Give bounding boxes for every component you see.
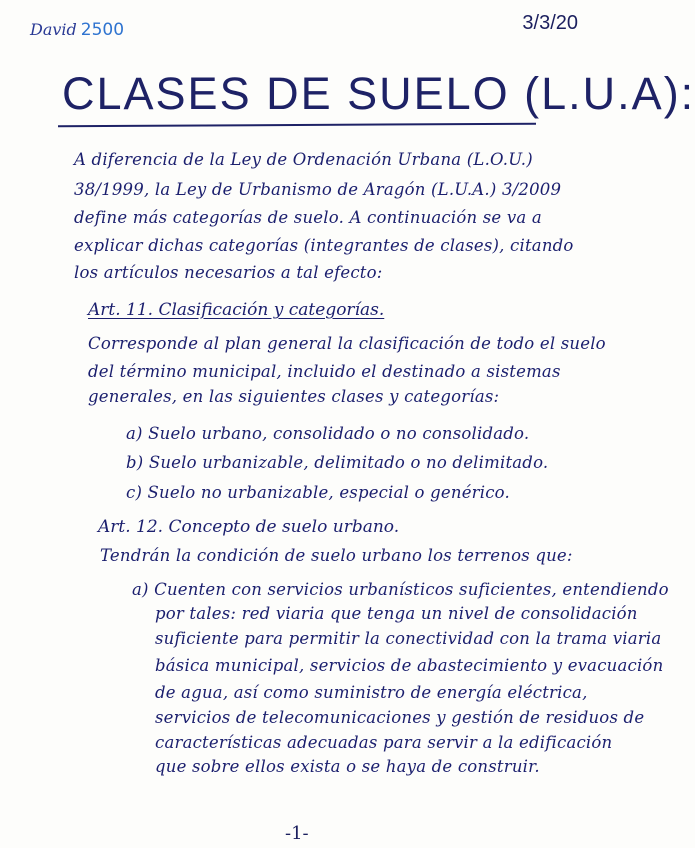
- article-11-item-c: c) Suelo no urbanizable, especial o genérico.: [126, 483, 510, 502]
- article-11-line: generales, en las siguientes clases y categorías:: [88, 387, 500, 406]
- article-12-item-a-line: características adecuadas para servir a la edificación: [155, 733, 613, 752]
- article-12-intro: Tendrán la condición de suelo urbano los terrenos que:: [100, 546, 573, 565]
- page-number: -1-: [285, 823, 309, 844]
- intro-line: 38/1999, la Ley de Urbanismo de Aragón (L.U.A.) 3/2009: [74, 180, 562, 199]
- article-12-item-a-line: servicios de telecomunicaciones y gestión de residuos de: [155, 708, 645, 727]
- article-12-item-a-line: que sobre ellos exista o se haya de construir.: [155, 757, 540, 776]
- intro-line: A diferencia de la Ley de Ordenación Urbana (L.O.U.): [74, 150, 533, 169]
- title-underline: [58, 123, 536, 128]
- article-12-item-a-line: básica municipal, servicios de abastecimiento y evacuación: [155, 656, 664, 675]
- page-title: CLASES DE SUELO (L.U.A):: [62, 68, 695, 119]
- article-12-heading: Art. 12. Concepto de suelo urbano.: [98, 517, 400, 537]
- article-11-line: del término municipal, incluido el destinado a sistemas: [88, 362, 561, 381]
- intro-line: define más categorías de suelo. A continuación se va a: [74, 208, 542, 227]
- article-11-item-a: a) Suelo urbano, consolidado o no consolidado.: [126, 424, 530, 443]
- author-id: 2500: [80, 20, 125, 40]
- article-12-item-a-line: por tales: red viaria que tenga un nivel de consolidación: [155, 604, 638, 623]
- article-12-item-a-line: a) Cuenten con servicios urbanísticos suficientes, entendiendo: [132, 580, 669, 599]
- author-name: David: [30, 20, 77, 39]
- article-11-line: Corresponde al plan general la clasificación de todo el suelo: [88, 334, 606, 353]
- article-12-item-a-line: suficiente para permitir la conectividad con la trama viaria: [155, 629, 662, 648]
- article-11-item-b: b) Suelo urbanizable, delimitado o no delimitado.: [126, 453, 549, 472]
- author-signature: [30, 20, 124, 40]
- article-11-heading: Art. 11. Clasificación y categorías.: [88, 300, 385, 320]
- intro-line: explicar dichas categorías (integrantes de clases), citando: [74, 236, 574, 255]
- intro-line: los artículos necesarios a tal efecto:: [74, 263, 383, 282]
- page-date: 3/3/20: [522, 12, 578, 34]
- article-12-item-a-line: de agua, así como suministro de energía eléctrica,: [155, 683, 588, 702]
